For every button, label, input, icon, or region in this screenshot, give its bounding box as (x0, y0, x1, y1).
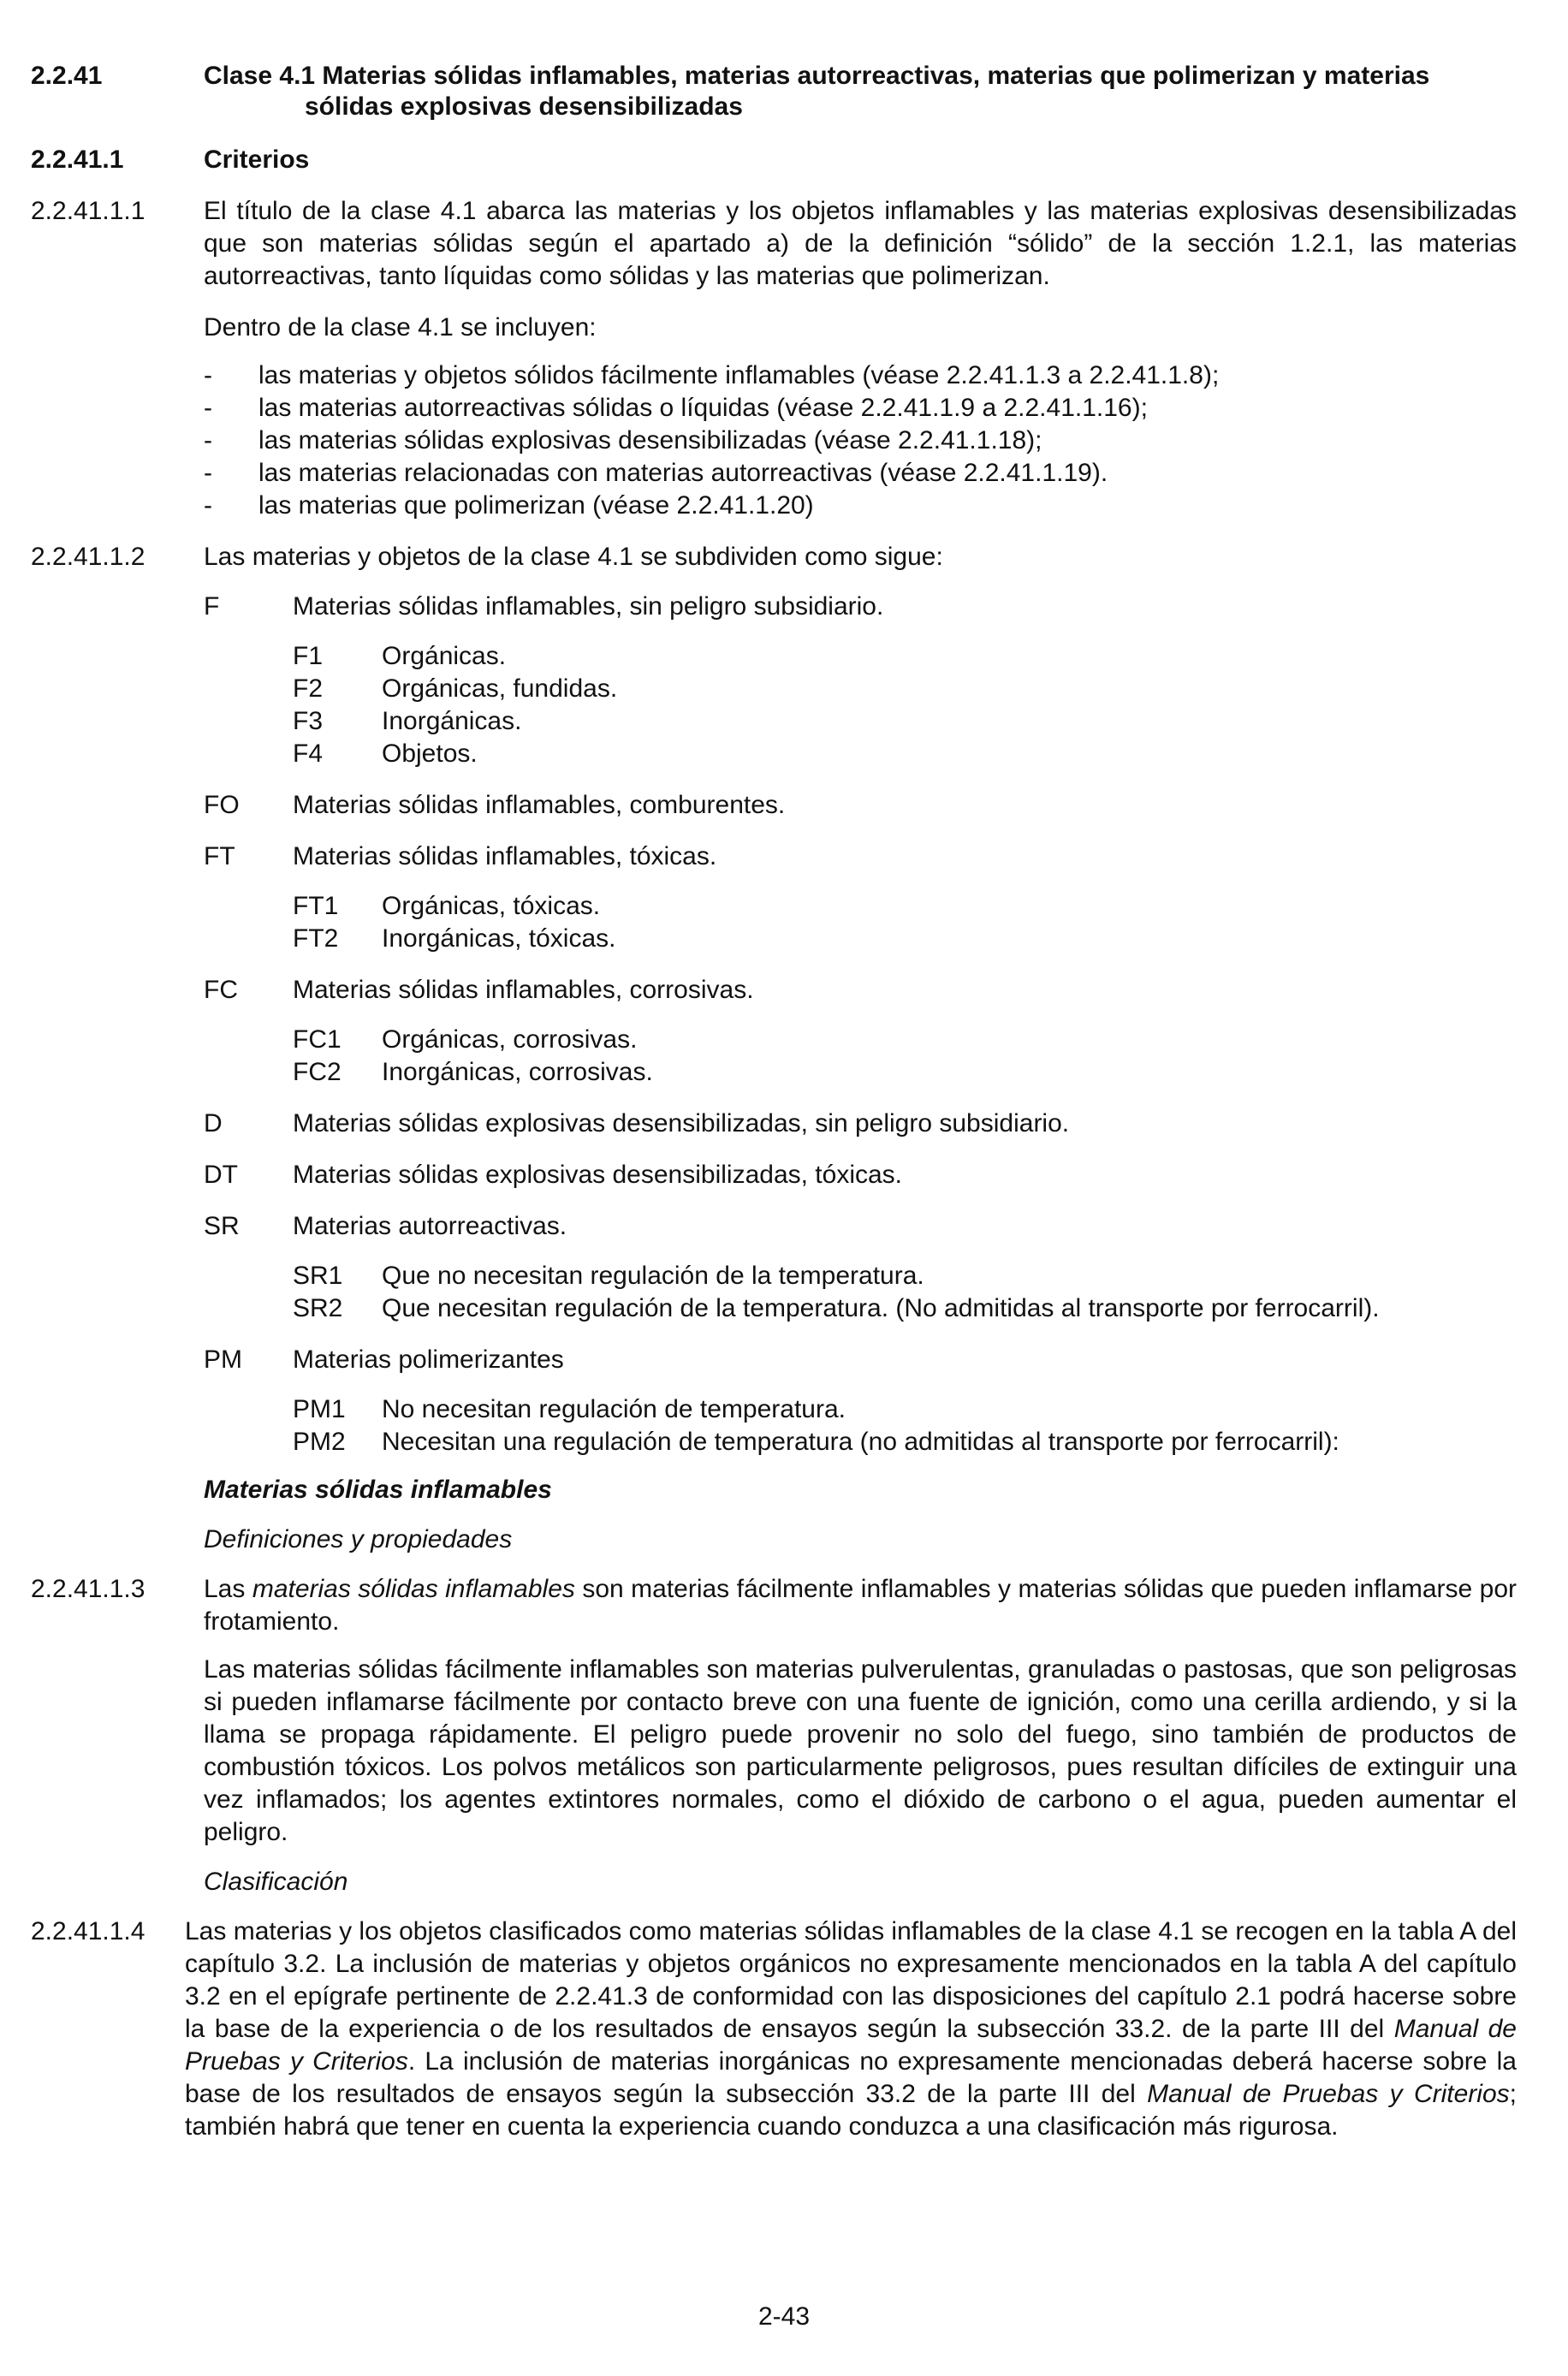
list-item-text: las materias que polimerizan (véase 2.2.41.1.20) (258, 491, 814, 520)
code-label: FT (204, 842, 235, 870)
code-text: Materias sólidas inflamables, comburentes. (293, 791, 786, 819)
code-text: Materias autorreactivas. (293, 1212, 567, 1240)
code-text: Materias sólidas explosivas desensibilizadas, sin peligro subsidiario. (293, 1109, 1070, 1138)
document-page: 2.2.41 Clase 4.1 Materias sólidas inflamables, materias autorreactivas, materias que polimerizan y materias sólidas explosivas desensibilizadas 2.2.41.1 Criterios 2.2.41.1.1 El título de la clase 4.1 abarca las materias y los objetos inflamables y las materias explosivas desensibilizadas que son materias sólidas según el apartado a) de la definición “sólido” de la sección 1.2.1, las materias autorreactivas, tanto líquidas como sólidas y las materias que polimerizan. Dentro de la clase 4.1 se incluyen: - las materias y objetos sólidos fácilmente inflamables (véase 2.2.41.1.3 a 2.2.41.1.8); - las materias autorreactivas sólidas o líquidas (véase 2.2.41.1.9 a 2.2.41.1.16); - las materias sólidas explosivas desensibilizadas (véase 2.2.41.1.18); - las materias relacionadas con materias autorreactivas (véase 2.2.41.1.19). - las materias que polimerizan (véase 2.2.41.1.20) 2.2.41.1.2 Las materias y objetos de la clase 4.1 se subdividen como sigue: F Materias sólidas inflamables, sin peligro subsidiario. F1 Orgánicas. F2 Orgánicas, fundidas. F3 Inorgánicas. F4 Objetos. FO Materias sólidas inflamables, comburentes. FT Materias sólidas inflamables, tóxicas. FT1 Orgánicas, tóxicas. FT2 Inorgánicas, tóxicas. FC Materias sólidas inflamables, corrosivas. FC1 Orgánicas, corrosivas. FC2 Inorgánicas, corrosivas. D Materias sólidas explosivas desensibilizadas, sin peligro subsidiario. DT Materias sólidas explosivas desensibilizadas, tóxicas. SR Materias autorreactivas. SR1 Que no necesitan regulación de la temperatura. SR2 Que necesitan regulación de la temperatura. (No admitidas al transporte por ferrocarril). PM Materias polimerizantes PM1 No necesitan regulación de temperatura. PM2 Necesitan una regulación de temperatura (no admitidas al transporte por ferrocarril): Materias sólidas inflamables Definiciones y propiedades 2.2.41.1.3 Las materias sólidas inflamables son materias fácilmente inflamables y materias sólidas que pueden inflamarse por frotamiento. Las materias sólidas fácilmente inflamables son materias pulverulentas, granuladas o pastosas, que son peligrosas si pueden inflamarse fácilmente por contacto breve con una fuente de ignición, como una cerilla ardiendo, y si la llama se propaga rápidamente. El peligro puede provenir no solo del fuego, sino también de productos de combustión tóxicos. Los polvos metálicos son particularmente peligrosos, pues resultan difíciles de extinguir una vez inflamados; los agentes extintores normales, como el dióxido de carbono o el agua, pueden aumentar el peligro. Clasificación 2.2.41.1.4 Las materias y los objetos clasificados como materias sólidas inflamables de la clase 4.1 se recogen en la tabla A del capítulo 3.2. La inclusión de materias y objetos orgánicos no expresamente mencionados en la tabla A del capítulo 3.2 en el epígrafe pertinente de 2.2.41.3 de conformidad con las disposiciones del capítulo 2.1 podrá hacerse sobre la base de la experiencia o de los resultados de ensayos según la subsección 33.2. de la parte III del Manual de Pruebas y Criterios. La inclusión de materias inorgánicas no expresamente mencionadas deberá hacerse sobre la base de los resultados de ensayos según la subsección 33.2 de la parte III del Manual de Pruebas y Criterios; también habrá que tener en cuenta la experiencia cuando conduzca a una clasificación más rigurosa. 2-43 (0, 0, 1568, 2376)
code-label: DT (204, 1161, 238, 1189)
criterios-title: Criterios (204, 146, 310, 174)
subcode-label: F2 (293, 674, 324, 703)
manual-title: Manual de Pruebas y Criterios (185, 2015, 1517, 2076)
paragraph-intro: Las materias y objetos de la clase 4.1 se subdividen como sigue: (204, 543, 943, 571)
code-label: FC (204, 976, 238, 1004)
code-label: F (204, 592, 220, 621)
code-label: FO (204, 791, 240, 819)
paragraph-number: 2.2.41.1.1 (31, 197, 146, 225)
paragraph-text (204, 1573, 1517, 1638)
paragraph-text: El título de la clase 4.1 abarca las materias y los objetos inflamables y las materias explosivas desensibilizadas que son materias sólidas según el apartado a) de la definición “sólido” de la sección 1.2.1, las materias autorreactivas, tanto líquidas como sólidas y las materias que polimerizan. (204, 197, 1517, 290)
intro-text: Dentro de la clase 4.1 se incluyen: (204, 313, 597, 342)
text-run: Las (204, 1575, 252, 1603)
code-label: D (204, 1109, 223, 1138)
section-number: 2.2.41 (31, 62, 103, 90)
code-label: PM (204, 1345, 242, 1374)
subsection-subheading: Definiciones y propiedades (204, 1525, 513, 1553)
paragraph-text (185, 1916, 1517, 2143)
code-text: Materias sólidas explosivas desensibilizadas, tóxicas. (293, 1161, 903, 1189)
subcode-label: F4 (293, 740, 324, 768)
subcode-label: SR1 (293, 1262, 343, 1290)
subcode-label: FT2 (293, 924, 339, 953)
text-run: son materias fácilmente inflamables y materias sólidas que pueden inflamarse por frotamiento. (204, 1575, 1517, 1636)
criterios-number: 2.2.41.1 (31, 146, 124, 174)
subcode-label: PM2 (293, 1428, 346, 1456)
subcode-text: Orgánicas. (382, 642, 507, 670)
code-text: Materias sólidas inflamables, sin peligro subsidiario. (293, 592, 884, 621)
paragraph-number: 2.2.41.1.4 (31, 1917, 146, 1945)
defined-term: materias sólidas inflamables (252, 1575, 575, 1603)
list-item-text: las materias sólidas explosivas desensibilizadas (véase 2.2.41.1.18); (258, 426, 1042, 454)
section-title-line-1: Clase 4.1 Materias sólidas inflamables, materias autorreactivas, materias que polimerizan y materias (204, 62, 1430, 90)
code-label: SR (204, 1212, 240, 1240)
paragraph-number: 2.2.41.1.2 (31, 543, 146, 571)
subcode-text: Orgánicas, fundidas. (382, 674, 618, 703)
subcode-label: F3 (293, 707, 324, 735)
subcode-text: Objetos. (382, 740, 478, 768)
text-run: . La inclusión de materias inorgánicas no expresamente mencionadas deberá hacerse sobre la base de los resultados de ensayos según la subsección 33.2 de la parte III del (185, 2047, 1517, 2108)
code-text: Materias sólidas inflamables, corrosivas. (293, 976, 754, 1004)
subcode-text: Que necesitan regulación de la temperatura. (No admitidas al transporte por ferrocarril). (382, 1294, 1380, 1322)
code-text: Materias sólidas inflamables, tóxicas. (293, 842, 717, 870)
subcode-label: FT1 (293, 892, 339, 920)
subcode-text: Inorgánicas, tóxicas. (382, 924, 616, 953)
section-title-line-2: sólidas explosivas desensibilizadas (305, 92, 743, 121)
text-run: Las materias y los objetos clasificados como materias sólidas inflamables de la clase 4.1 se recogen en la tabla A del capítulo 3.2. La inclusión de materias y objetos orgánicos no expresamente mencionados en la tabla A del capítulo 3.2 en el epígrafe pertinente de 2.2.41.3 de conformidad con las disposiciones del capítulo 2.1 podrá hacerse sobre la base de la experiencia o de los resultados de ensayos según la subsección 33.2. de la parte III del (185, 1917, 1517, 2043)
paragraph-number: 2.2.41.1.3 (31, 1575, 146, 1603)
subcode-label: FC2 (293, 1058, 342, 1086)
text-run: ; también habrá que tener en cuenta la experiencia cuando conduzca a una clasificación más rigurosa. (185, 2080, 1517, 2141)
subcode-text: Orgánicas, tóxicas. (382, 892, 601, 920)
page-number: 2-43 (757, 2302, 811, 2331)
subcode-text: Que no necesitan regulación de la temperatura. (382, 1262, 924, 1290)
list-item-text: las materias relacionadas con materias autorreactivas (véase 2.2.41.1.19). (258, 459, 1108, 487)
subcode-text: Necesitan una regulación de temperatura (no admitidas al transporte por ferrocarril): (382, 1428, 1339, 1456)
subcode-text: No necesitan regulación de temperatura. (382, 1395, 846, 1423)
subcode-label: F1 (293, 642, 324, 670)
subsection-heading: Materias sólidas inflamables (204, 1476, 552, 1504)
subcode-text: Inorgánicas. (382, 707, 522, 735)
list-item-text: las materias y objetos sólidos fácilmente inflamables (véase 2.2.41.1.3 a 2.2.41.1.8); (258, 361, 1220, 389)
subcode-label: PM1 (293, 1395, 346, 1423)
manual-title: Manual de Pruebas y Criterios (1147, 2080, 1510, 2108)
subsection-subheading: Clasificación (204, 1868, 348, 1896)
list-item-text: las materias autorreactivas sólidas o líquidas (véase 2.2.41.1.9 a 2.2.41.1.16); (258, 394, 1148, 422)
code-text: Materias polimerizantes (293, 1345, 564, 1374)
paragraph-text: Las materias sólidas fácilmente inflamables son materias pulverulentas, granuladas o pastosas, que son peligrosas si pueden inflamarse fácilmente por contacto breve con una fuente de ignición, como una cerilla ardiendo, y si la llama se propaga rápidamente. El peligro puede provenir no solo del fuego, sino también de productos de combustión tóxicos. Los polvos metálicos son particularmente peligrosos, pues resultan difíciles de extinguir una vez inflamados; los agentes extintores normales, como el dióxido de carbono o el agua, pueden aumentar el peligro. (204, 1655, 1517, 1846)
subcode-text: Inorgánicas, corrosivas. (382, 1058, 653, 1086)
subcode-text: Orgánicas, corrosivas. (382, 1025, 638, 1054)
subcode-label: FC1 (293, 1025, 342, 1054)
subcode-label: SR2 (293, 1294, 343, 1322)
